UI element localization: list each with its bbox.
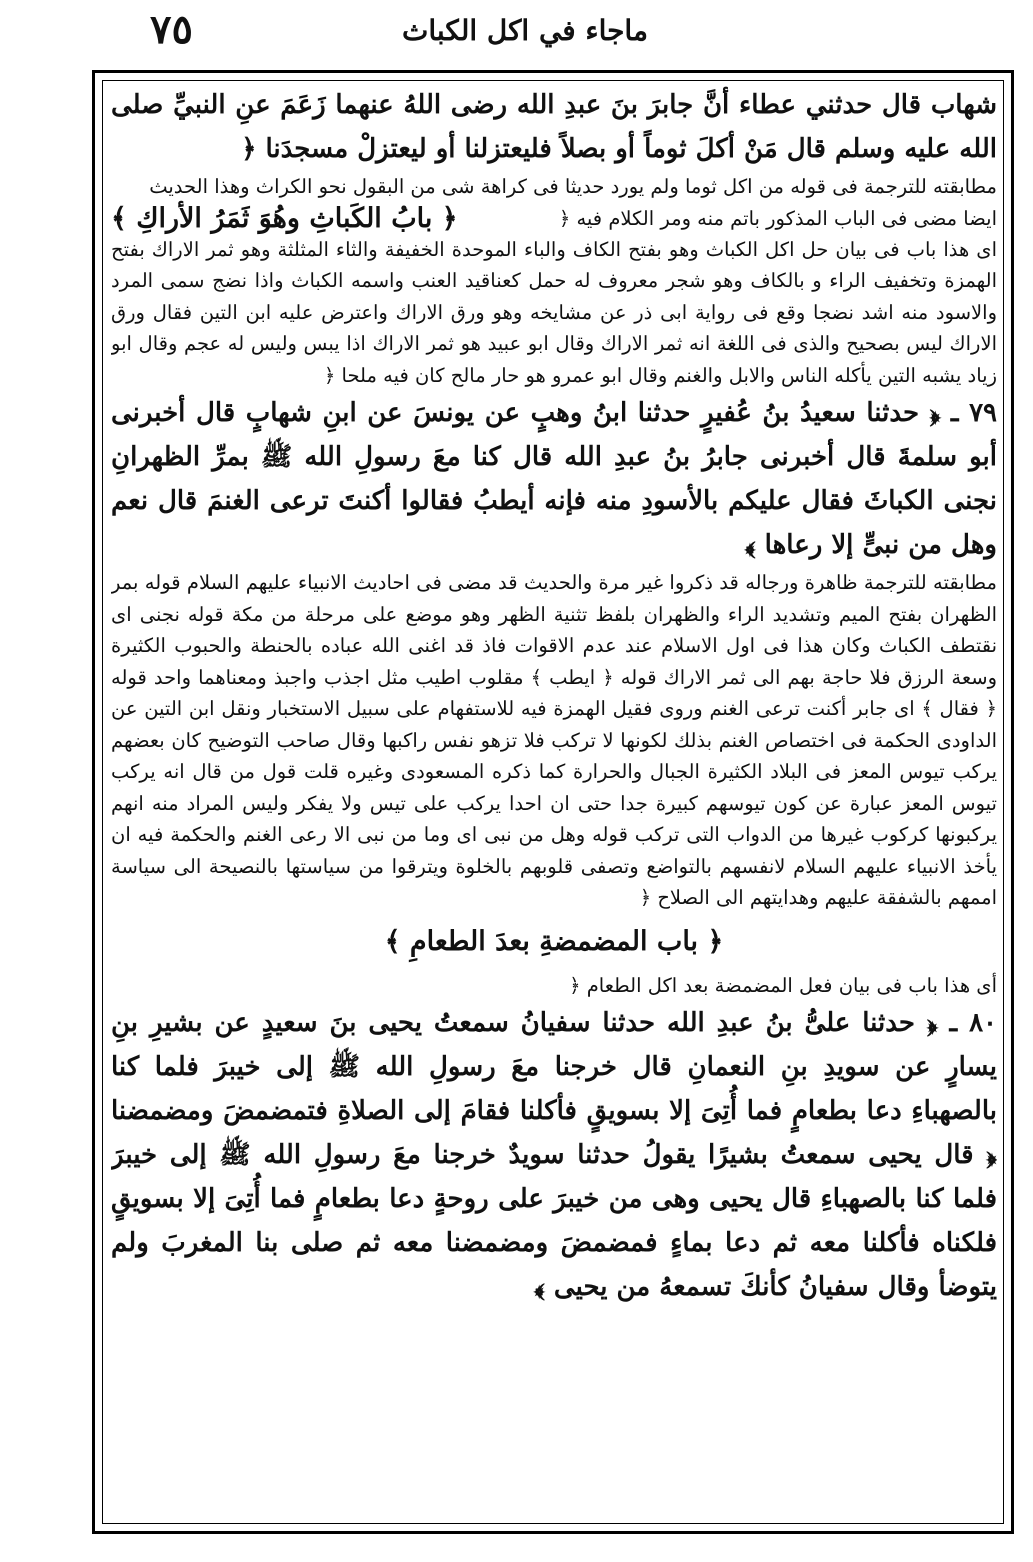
page-frame [92, 70, 1014, 1534]
hadith-80-number: ٨٠ ـ [949, 1008, 997, 1038]
hadith-79 [111, 391, 997, 567]
chapter2-note: أى هذا باب فى بيان فعل المضمضة بعد اكل الطعام ﴿ [569, 973, 997, 997]
intro-commentary: مطابقته للترجمة فى قوله من اكل ثوما ولم يورد حديثا فى كراهة شى من البقول نحو الكراث وهذا الحديث [149, 175, 997, 198]
page-header [90, 6, 960, 66]
page-number: ٧٥ [150, 6, 193, 53]
hadith-80-text: ﴿ حدثنا علىُّ بنُ عبدِ الله حدثنا سفيانُ سمعتُ يحيى بنَ سعيدٍ عن بشيرِ بنِ يسارٍ عن سويدِ بنِ النعمانِ قال خرجنا معَ رسولِ الله ﷺ إلى خيبرَ فلما كنا بالصهباءِ دعا بطعامٍ فما أُتِىَ إلا بسويقٍ فأكلنا فقامَ إلى الصلاةِ فتمضمضَ ومضمضنا ﴿ قال يحيى سمعتُ بشيرًا يقولُ حدثنا سويدٌ خرجنا معَ رسولِ الله ﷺ إلى خيبرَ فلما كنا بالصهباءِ قال يحيى وهى من خيبرَ على روحةٍ دعا بطعامٍ فما أُتِىَ إلا بسويقٍ فلكناه فأكلنا معه ثم دعا بماءٍ فمضمضَ ومضمضنا معه ثم صلى بنا المغربَ ولم يتوضأ وقال سفيانُ كأنكَ تسمعهُ من يحيى ﴾ [111, 1008, 997, 1302]
running-title: ماجاء في اكل الكباث [402, 14, 648, 47]
chapter2-heading: ﴿ باب المضمضةِ بعدَ الطعامِ ﴾ [384, 925, 724, 957]
intro-hadith-text: شهاب قال حدثني عطاء أنَّ جابرَ بنَ عبدِ الله رضى اللهُ عنهما زَعَمَ عنِ النبيِّ صلى الله عليه وسلم قال مَنْ أكلَ ثوماً أو بصلاً فليعتزلنا أو ليعتزلْ مسجدَنا ﴿ [111, 90, 997, 164]
hadith-80 [111, 1001, 997, 1309]
chapter1-note: ايضا مضى فى الباب المذكور باتم منه ومر الكلام فيه ﴿ [558, 206, 997, 230]
hadith-79-text: ﴿ حدثنا سعيدُ بنُ عُفيرٍ حدثنا ابنُ وهبٍ عن يونسَ عن ابنِ شهابٍ قال أخبرنى أبو سلمةَ قال أخبرنى جابرُ بنُ عبدِ الله قال كنا معَ رسولِ الله ﷺ بمرِّ الظهرانِ نجنى الكباثَ فقال عليكم بالأسودِ منه فإنه أيطبُ فقالوا أكنتَ ترعى الغنمَ قال نعم وهل من نبىٍّ إلا رعاها ﴾ [111, 398, 997, 560]
chapter1-heading-row [111, 203, 997, 234]
chapter1-commentary: اى هذا باب فى بيان حل اكل الكباث وهو بفتح الكاف والباء الموحدة الخفيفة والثاء المثلثة وهو ثمر الاراك بفتح الهمزة وتخفيف الراء و بالكاف وهو شجر معروف له حمل كعناقيد العنب واسمه الكباث واذا نضج سمى المرد والاسود منه اشد نضجا وقع فى رواية ابى ذر عن مشايخه وهو ورق الاراك واعترض عليه ابن التين فقال ورق الاراك ليس بصحيح والذى فى اللغة انه ثمر الاراك وقال ابو عبيد هو ثمر الاراك اذا يبس وليس له عجم وقال ابو زياد يشبه التين يأكله الناس والابل والغنم وقال ابو عمرو هو حار مالح كان فيه ملحا ﴿ [111, 237, 997, 387]
page-body [111, 83, 997, 1523]
hadith-79-commentary: مطابقته للترجمة ظاهرة ورجاله قد ذكروا غير مرة والحديث قد مضى فى احاديث الانبياء عليهم السلام قوله بمر الظهران بفتح الميم وتشديد الراء والظهران بلفظ تثنية الظهر وهو موضع على مرحلة من مكة قوله نجنى اى نقتطف الكباث وكان هذا فى اول الاسلام عند عدم الاقوات فاذ قد اغنى الله عباده بالحنطة والحبوب الكثيرة وسعة الرزق فلا حاجة بهم الى ثمر الاراك قوله ﴿ ايطب ﴾ مقلوب اطيب مثل اجذب واجبذ ومعناهما واحد قوله ﴿ فقال ﴾ اى جابر أكنت ترعى الغنم وروى فقيل الهمزة فيه للاستفهام على سبيل الاستخبار ونقل ابن التين عن الداودى الحكمة فى اختصاص الغنم بذلك لكونها لا تركب فلا تزهو نفس راكبها وقال صاحب التوضيح كان بعضهم يركب تيوس المعز فى البلاد الكثيرة الجبال والحرارة كما ذكره المسعودى وغيره قلت قول من قال انه يركب تيوس المعز عبارة عن كون تيوسهم كبيرة جدا حتى ان احدا يركب على تيس ولا يفكر وليس المراد منه انهم يركبونها كركوب غيرها من الدواب التى تركب قوله وهل من نبى اى وما من نبى الا رعى الغنم والحكمة فيه ان يأخذ الانبياء عليهم السلام لانفسهم بالتواضع وتصفى قلوبهم بالخلوة ويترقوا من سياستها بالنصيحة الى سياسة اممهم بالشفقة عليهم وهدايتهم الى الصلاح ﴿ [111, 571, 997, 909]
hadith-79-number: ٧٩ ـ [950, 398, 997, 428]
chapter1-heading: ﴿ بابُ الكَباثِ وهُوَ ثَمَرُ الأراكِ ﴾ [111, 202, 458, 234]
